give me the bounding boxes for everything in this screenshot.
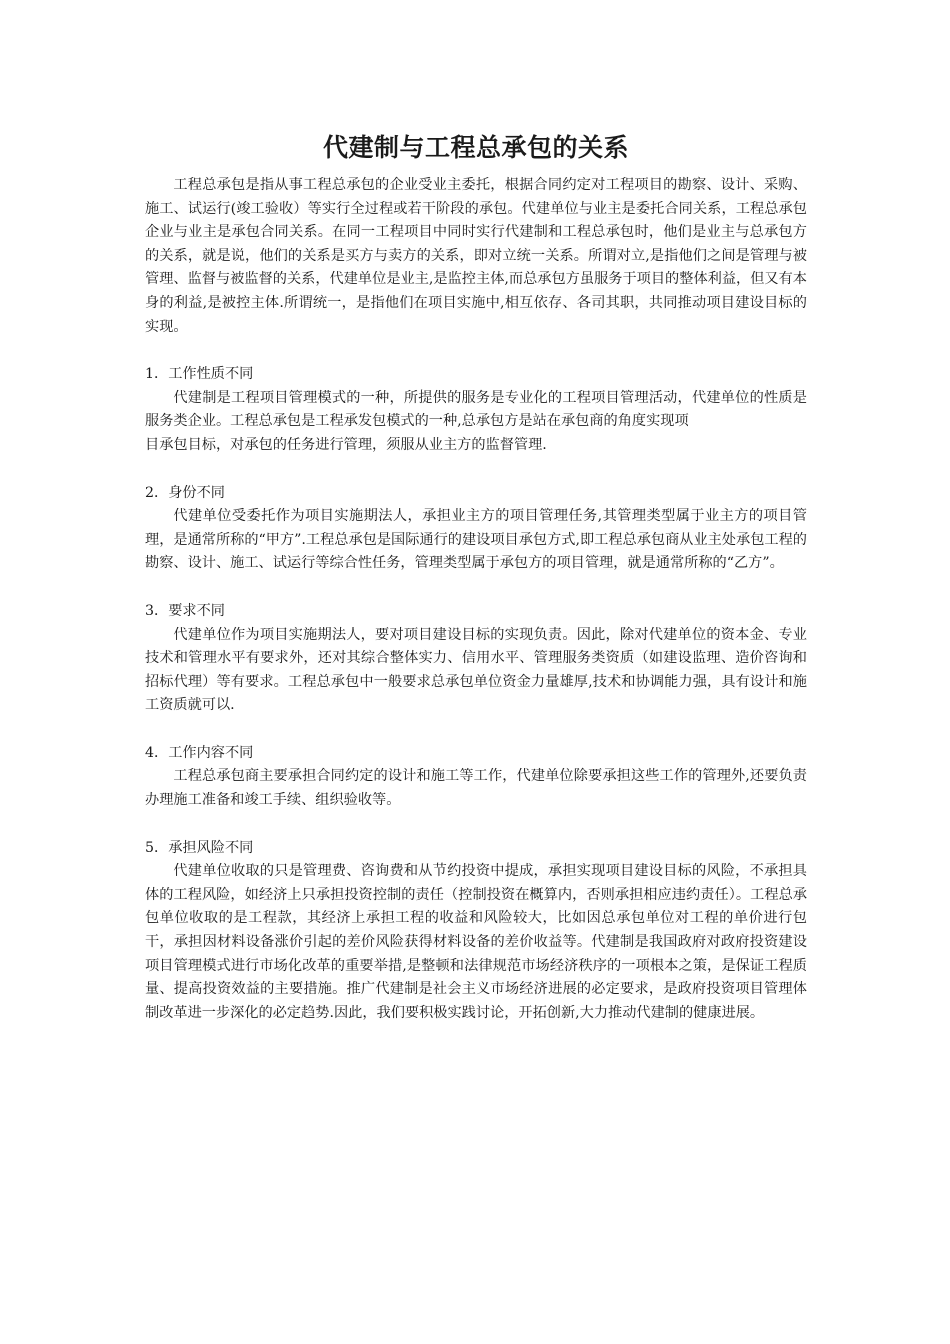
document-body <box>145 128 807 1025</box>
section-work-content <box>145 742 807 813</box>
section-paragraph: 工程总承包商主要承担合同约定的设计和施工等工作，代建单位除要承担这些工作的管理外,还要负责办理施工准备和竣工手续、组织验收等。 <box>145 768 807 809</box>
section-heading: 5．承担风险不同 <box>145 839 254 856</box>
section-paragraph: 代建单位作为项目实施期法人，要对项目建设目标的实现负责。因此，除对代建单位的资本金、专业技术和管理水平有要求外，还对其综合整体实力、信用水平、管理服务类资质（如建设监理、造价咨询和招标代理）等有要求。工程总承包中一般要求总承包单位资金力量雄厚,技术和协调能力强，具有设计和施工资质就可以. <box>145 626 807 714</box>
section-risk <box>145 837 807 1026</box>
section-work-nature <box>145 363 807 457</box>
section-heading: 2．身份不同 <box>145 484 225 501</box>
section-paragraph: 代建单位收取的只是管理费、咨询费和从节约投资中提成，承担实现项目建设目标的风险，不承担具体的工程风险，如经济上只承担投资控制的责任（控制投资在概算内，否则承担相应违约责任）。工程总承包单位收取的是工程款，其经济上承担工程的收益和风险较大，比如因总承包单位对工程的单价进行包干，承担因材料设备涨价引起的差价风险获得材料设备的差价收益等。代建制是我国政府对政府投资建设项目管理模式进行市场化改革的重要举措,是整顿和法律规范市场经济秩序的一项根本之策，是保证工程质量、提高投资效益的主要措施。推广代建制是社会主义市场经济进展的必定要求，是政府投资项目管理体制改革进一步深化的必定趋势.因此，我们要积极实践讨论，开拓创新,大力推动代建制的健康进展。 <box>145 863 807 1021</box>
section-paragraph: 目承包目标，对承包的任务进行管理，须服从业主方的监督管理. <box>145 436 547 453</box>
section-heading: 1．工作性质不同 <box>145 366 254 383</box>
document-title: 代建制与工程总承包的关系 <box>322 133 629 162</box>
section-identity <box>145 482 807 576</box>
section-paragraph: 代建制是工程项目管理模式的一种，所提供的服务是专业化的工程项目管理活动，代建单位的性质是服务类企业。工程总承包是工程承发包模式的一种,总承包方是站在承包商的角度实现项 <box>145 389 807 430</box>
intro-paragraph: 工程总承包是指从事工程总承包的企业受业主委托，根据合同约定对工程项目的勘察、设计、采购、施工、试运行(竣工验收）等实行全过程或若干阶段的承包。代建单位与业主是委托合同关系，工程总承包企业与业主是承包合同关系。在同一工程项目中同时实行代建制和工程总承包时，他们是业主与总承包方的关系，就是说，他们的关系是买方与卖方的关系，即对立统一关系。所谓对立,是指他们之间是管理与被管理、监督与被监督的关系，代建单位是业主,是监控主体,而总承包方虽服务于项目的整体利益，但又有本身的利益,是被控主体.所谓统一，是指他们在项目实施中,相互依存、各司其职，共同推动项目建设目标的实现。 <box>145 177 807 335</box>
section-heading: 3．要求不同 <box>145 602 225 619</box>
section-paragraph: 代建单位受委托作为项目实施期法人，承担业主方的项目管理任务,其管理类型属于业主方的项目管理，是通常所称的“甲方”.工程总承包是国际通行的建设项目承包方式,即工程总承包商从业主处承包工程的勘察、设计、施工、试运行等综合性任务，管理类型属于承包方的项目管理，就是通常所称的“乙方”。 <box>145 508 807 572</box>
section-requirements <box>145 600 807 718</box>
section-heading: 4．工作内容不同 <box>145 744 254 761</box>
